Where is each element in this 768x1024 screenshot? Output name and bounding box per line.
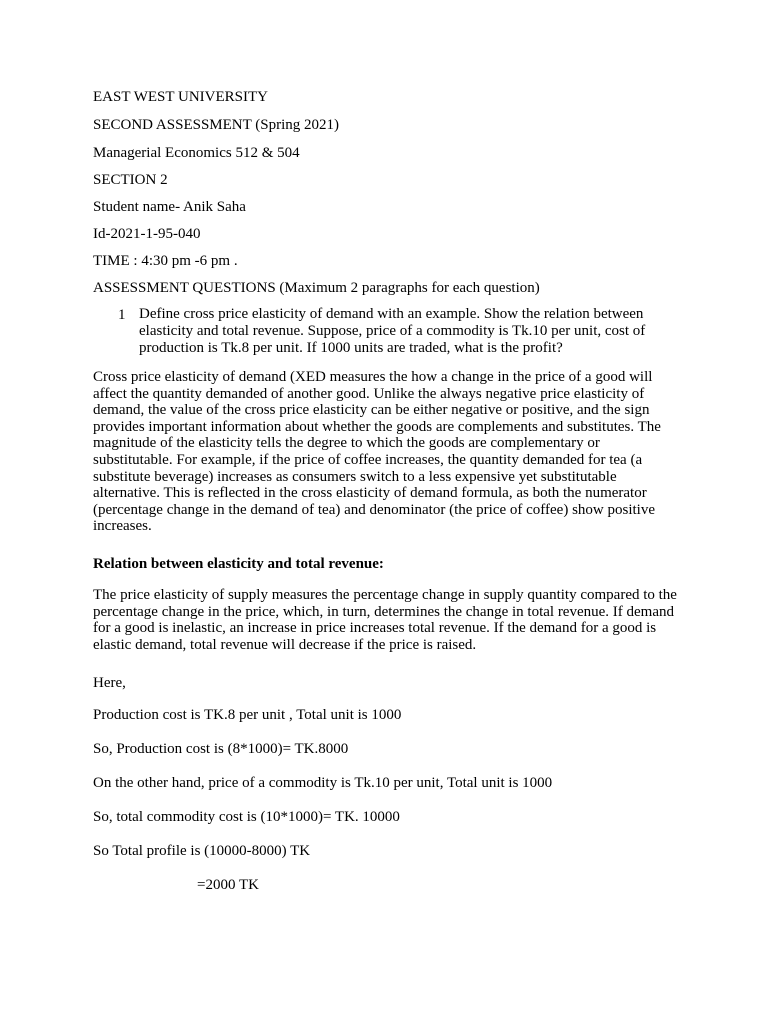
student-id: Id-2021-1-95-040 xyxy=(93,226,201,242)
production-cost-calculation: So, Production cost is (8*1000)= TK.8000 xyxy=(93,741,349,757)
here-label: Here, xyxy=(93,675,126,691)
student-name: Student name- Anik Saha xyxy=(93,199,246,215)
production-cost-line: Production cost is TK.8 per unit , Total unit is 1000 xyxy=(93,707,402,723)
relation-heading: Relation between elasticity and total revenue: xyxy=(93,556,384,572)
total-profit-result: =2000 TK xyxy=(197,877,259,893)
assessment-title: SECOND ASSESSMENT (Spring 2021) xyxy=(93,117,340,133)
questions-heading: ASSESSMENT QUESTIONS (Maximum 2 paragraphs for each question) xyxy=(93,280,540,296)
course-name: Managerial Economics 512 & 504 xyxy=(93,145,300,161)
university-name: EAST WEST UNIVERSITY xyxy=(93,89,269,105)
total-profit-line: So Total profile is (10000-8000) TK xyxy=(93,843,311,859)
xed-definition-paragraph: Cross price elasticity of demand (XED measures the how a change in the price of a good will affect the quantity demanded of another good. Unlike the always negative price elasticity of demand, the value of the cross price elasticity can be either negative or positive, and the sign provides important information about whether the goods are complements and substitutes. The magnitude of the elasticity tells the degree to which the goods are complementary or substitutable. For example, if the price of coffee increases, the quantity demanded for tea (a substitute beverage) increases as consumers switch to a less expensive yet substitutable alternative. This is reflected in the cross elasticity of demand formula, as both the numerator (percentage change in the demand of tea) and denominator (the price of coffee) show positive increases. xyxy=(93,369,661,535)
exam-time: TIME : 4:30 pm -6 pm . xyxy=(93,253,238,269)
section-label: SECTION 2 xyxy=(93,172,168,188)
relation-paragraph: The price elasticity of supply measures the percentage change in supply quantity compared to the percentage change in the price, which, in turn, determines the change in total revenue. If demand for a good is inelastic, an increase in price increases total revenue. If the demand for a good is elastic demand, total revenue will decrease if the price is raised. xyxy=(93,587,677,653)
question-text: Define cross price elasticity of demand with an example. Show the relation between elasticity and total revenue. Suppose, price of a commodity is Tk.10 per unit, cost of production is Tk.8 per unit. If 1000 units are traded, what is the profit? xyxy=(139,306,646,356)
commodity-cost-calculation: So, total commodity cost is (10*1000)= TK. 10000 xyxy=(93,809,400,825)
question-number: 1 xyxy=(118,307,126,323)
price-line: On the other hand, price of a commodity is Tk.10 per unit, Total unit is 1000 xyxy=(93,775,553,791)
